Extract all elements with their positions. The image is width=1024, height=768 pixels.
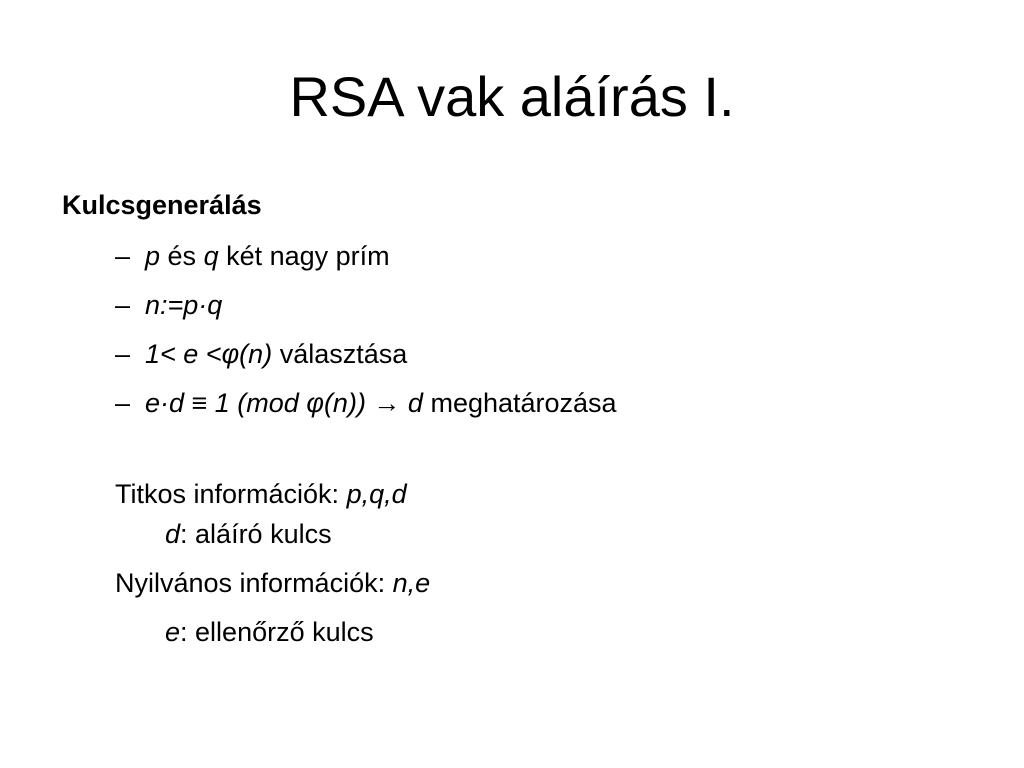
secret-values: p,q,d <box>346 479 407 509</box>
math-expr: 1< e <φ(n) <box>145 339 273 369</box>
bullet-dash: – <box>115 388 131 418</box>
bullet-compute-d <box>115 385 617 421</box>
text: két nagy prím <box>218 241 390 271</box>
slide-title: RSA vak aláírás I. <box>289 65 735 128</box>
math-expr: e·d ≡ 1 (mod φ(n)) → d <box>145 388 423 418</box>
bullet-dash: – <box>115 290 131 320</box>
math-var: p <box>145 241 161 271</box>
signing-key-line <box>165 516 332 552</box>
bullet-dash: – <box>115 339 131 369</box>
text: választása <box>272 339 408 369</box>
public-info-line <box>115 565 430 601</box>
math-var: d <box>165 519 181 549</box>
bullet-dash: – <box>115 241 131 271</box>
secret-info-line <box>115 476 407 512</box>
public-values: n,e <box>392 568 431 598</box>
math-expr: n:=p·q <box>145 290 223 320</box>
math-var: q <box>203 241 219 271</box>
secret-label: Titkos információk: <box>115 479 347 509</box>
text: meghatározása <box>422 388 617 418</box>
section-heading: Kulcsgenerálás <box>62 190 262 220</box>
verification-key-line <box>165 614 374 650</box>
verification-key-text: : ellenőrző kulcs <box>180 617 374 647</box>
bullet-primes <box>115 238 390 274</box>
signing-key-text: : aláíró kulcs <box>180 519 332 549</box>
bullet-modulus <box>115 287 222 323</box>
math-var: e <box>165 617 181 647</box>
public-label: Nyilvános információk: <box>115 568 393 598</box>
text: és <box>160 241 204 271</box>
bullet-choose-e <box>115 336 407 372</box>
